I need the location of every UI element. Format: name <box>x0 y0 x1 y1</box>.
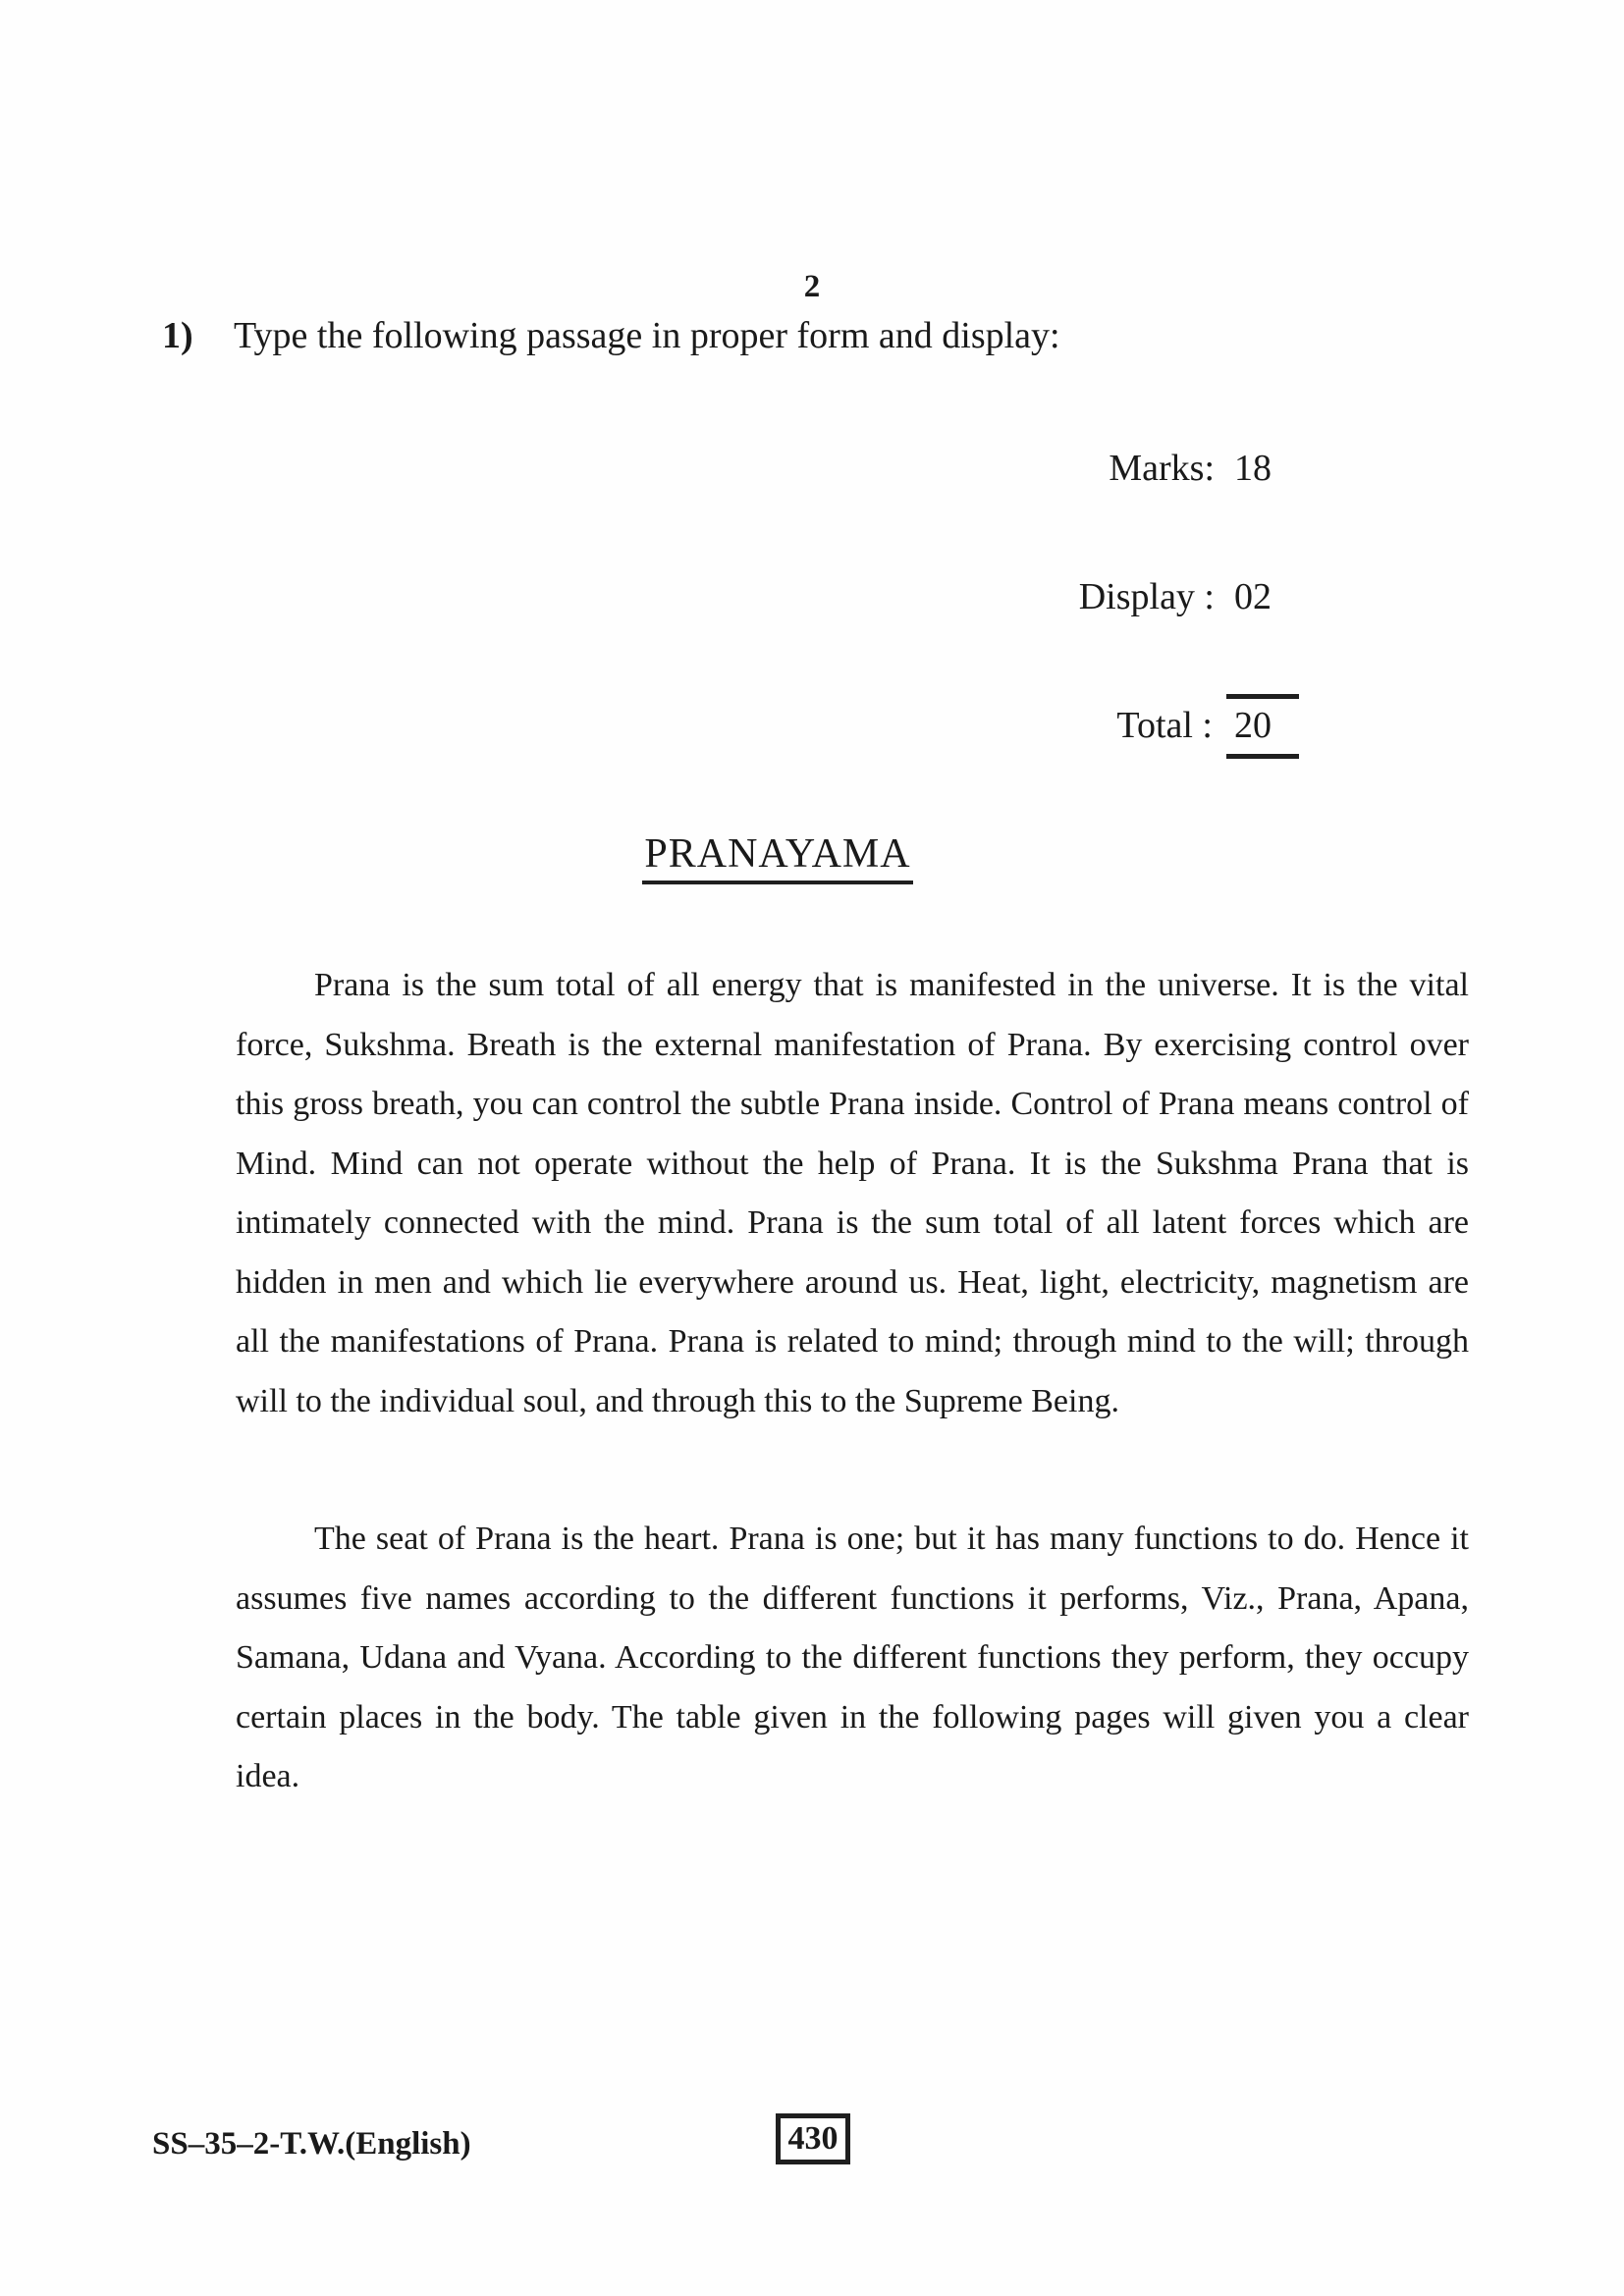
question-number: 1) <box>162 315 193 356</box>
total-line <box>1116 694 1299 759</box>
total-label: Total : <box>1116 705 1213 746</box>
marks-label: Marks: <box>1109 448 1215 489</box>
question-line <box>162 310 1487 361</box>
marks-value: 18 <box>1234 448 1272 489</box>
paragraph-1: Prana is the sum total of all energy that is manifested in the universe. It is the vital force, Sukshma. Breath is the external manifestation of Prana. By exercising control over this gross breath, you can control the subtle Prana inside. Control of Prana means control of Mind. Mind can not operate without the help of Prana. It is the Sukshma Prana that is intimately connected with the mind. Prana is the sum total of all latent forces which are hidden in men and which lie everywhere around us. Heat, light, electricity, magnetism are all the manifestations of Prana. Prana is related to mind; through mind to the will; through will to the individual soul, and through this to the Supreme Being. <box>236 967 1469 1419</box>
marks-line <box>1109 442 1299 495</box>
display-label: Display : <box>1078 576 1215 617</box>
footer-page-badge: 430 <box>776 2113 850 2164</box>
total-value: 20 <box>1226 694 1299 759</box>
display-value: 02 <box>1234 576 1272 617</box>
page-number: 2 <box>803 269 821 304</box>
paragraph-2: The seat of Prana is the heart. Prana is one; but it has many functions to do. Hence it assumes five names according to the different functions it performs, Viz., Prana, Apana, Samana, Udana and Vyana. According to the different functions they perform, they occupy certain places in the body. The table given in the following pages will given you a clear idea. <box>236 1521 1469 1794</box>
passage-heading-row <box>0 830 1555 884</box>
display-line <box>1079 570 1299 623</box>
passage-title: PRANAYAMA <box>642 830 912 884</box>
footer-exam-code: SS–35–2-T.W.(English) <box>152 2126 471 2162</box>
passage-body <box>236 956 1469 1886</box>
question-text: Type the following passage in proper form and display: <box>234 315 1060 356</box>
